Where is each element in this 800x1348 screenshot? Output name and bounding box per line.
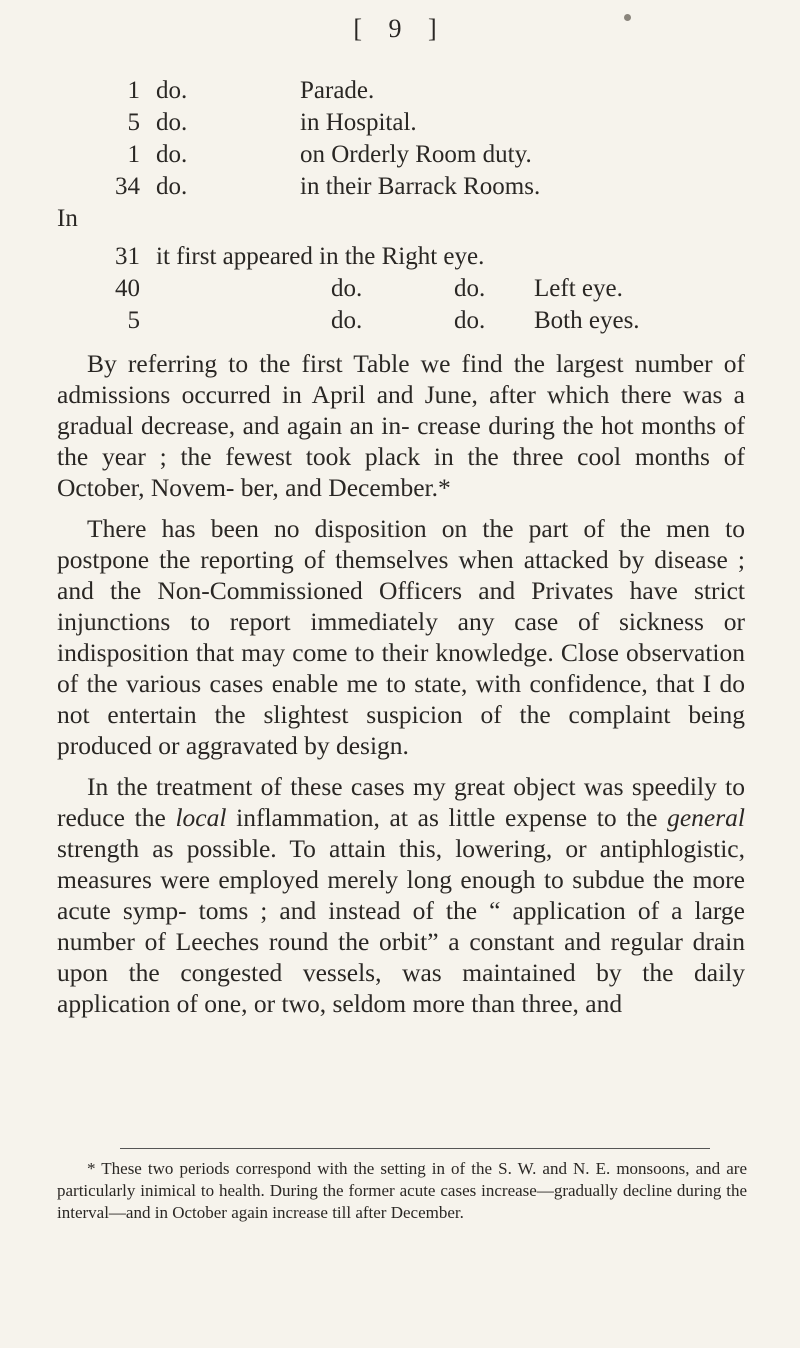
eye-row xyxy=(0,306,800,336)
footnote xyxy=(57,1158,747,1224)
paragraph-text: inflammation, at as little expense to the xyxy=(226,803,668,832)
eye-row xyxy=(0,242,800,272)
italic-term: general xyxy=(667,803,745,832)
location-row xyxy=(0,140,800,170)
row-ditto: do. xyxy=(156,77,188,104)
row-count: 31 xyxy=(115,243,140,270)
row-ditto-2: do. xyxy=(454,307,486,334)
row-ditto: do. xyxy=(156,141,188,168)
paragraph-text: In the treatment of these cases my great object was speedily to reduce the xyxy=(57,772,745,832)
row-count: 1 xyxy=(127,77,140,104)
row-place: in Hospital. xyxy=(300,109,417,136)
body-text xyxy=(57,348,745,1029)
row-place: in their Barrack Rooms. xyxy=(300,173,541,200)
row-eye: Both eyes. xyxy=(534,307,640,334)
row-count: 40 xyxy=(115,275,140,302)
location-row xyxy=(0,108,800,138)
location-row xyxy=(0,76,800,106)
in-label: In xyxy=(57,205,78,232)
ink-speck xyxy=(624,14,631,21)
row-count: 5 xyxy=(127,109,140,136)
row-eye: Left eye. xyxy=(534,275,623,302)
in-label-row xyxy=(0,204,800,234)
paragraph: There has been no disposition on the part of the men to postpone the reporting of themselves when attacked by disease ; and the Non-Commissioned Officers and Privates have strict injunctions to report immediately any case of sickness or indisposition that may come to their knowledge. Close observation of the various cases enable me to state, with confidence, that I do not entertain the slightest suspicion of the complaint being produced or aggravated by design. xyxy=(57,514,745,760)
footnote-text: * These two periods correspond with the setting in of the S. W. and N. E. monsoons, and are particularly inimical to health. During the former acute cases increase—gradually decline during the interval—and in October again increase till after December. xyxy=(57,1159,747,1222)
location-row xyxy=(0,172,800,202)
row-ditto-1: do. xyxy=(331,307,363,334)
row-text: it first appeared in the Right eye. xyxy=(156,243,485,270)
row-count: 34 xyxy=(115,173,140,200)
paragraph xyxy=(57,771,745,1019)
row-place: on Orderly Room duty. xyxy=(300,141,532,168)
eye-row xyxy=(0,274,800,304)
italic-term: local xyxy=(175,803,227,832)
row-ditto: do. xyxy=(156,173,188,200)
row-ditto-2: do. xyxy=(454,275,486,302)
paragraph: By referring to the first Table we find the largest number of admissions occurred in April and June, after which there was a gradual decrease, and again an in- crease during the hot months of the year ; the fewest took plack in the three cool months of October, Novem- ber, and December.* xyxy=(57,349,745,502)
row-ditto: do. xyxy=(156,109,188,136)
row-count: 1 xyxy=(127,141,140,168)
paragraph-text: strength as possible. To attain this, lowering, or antiphlogistic, measures were employed merely long enough to subdue the more acute symp- toms ; and instead of the “ application of a large number of Leeches round the orbit” a constant and regular drain upon the congested vessels, was maintained by the daily application of one, or two, seldom more than three, and xyxy=(57,834,745,1018)
row-count: 5 xyxy=(127,307,140,334)
row-place: Parade. xyxy=(300,77,375,104)
row-ditto-1: do. xyxy=(331,275,363,302)
page-number: [ 9 ] xyxy=(353,14,447,43)
footnote-rule xyxy=(120,1148,710,1149)
